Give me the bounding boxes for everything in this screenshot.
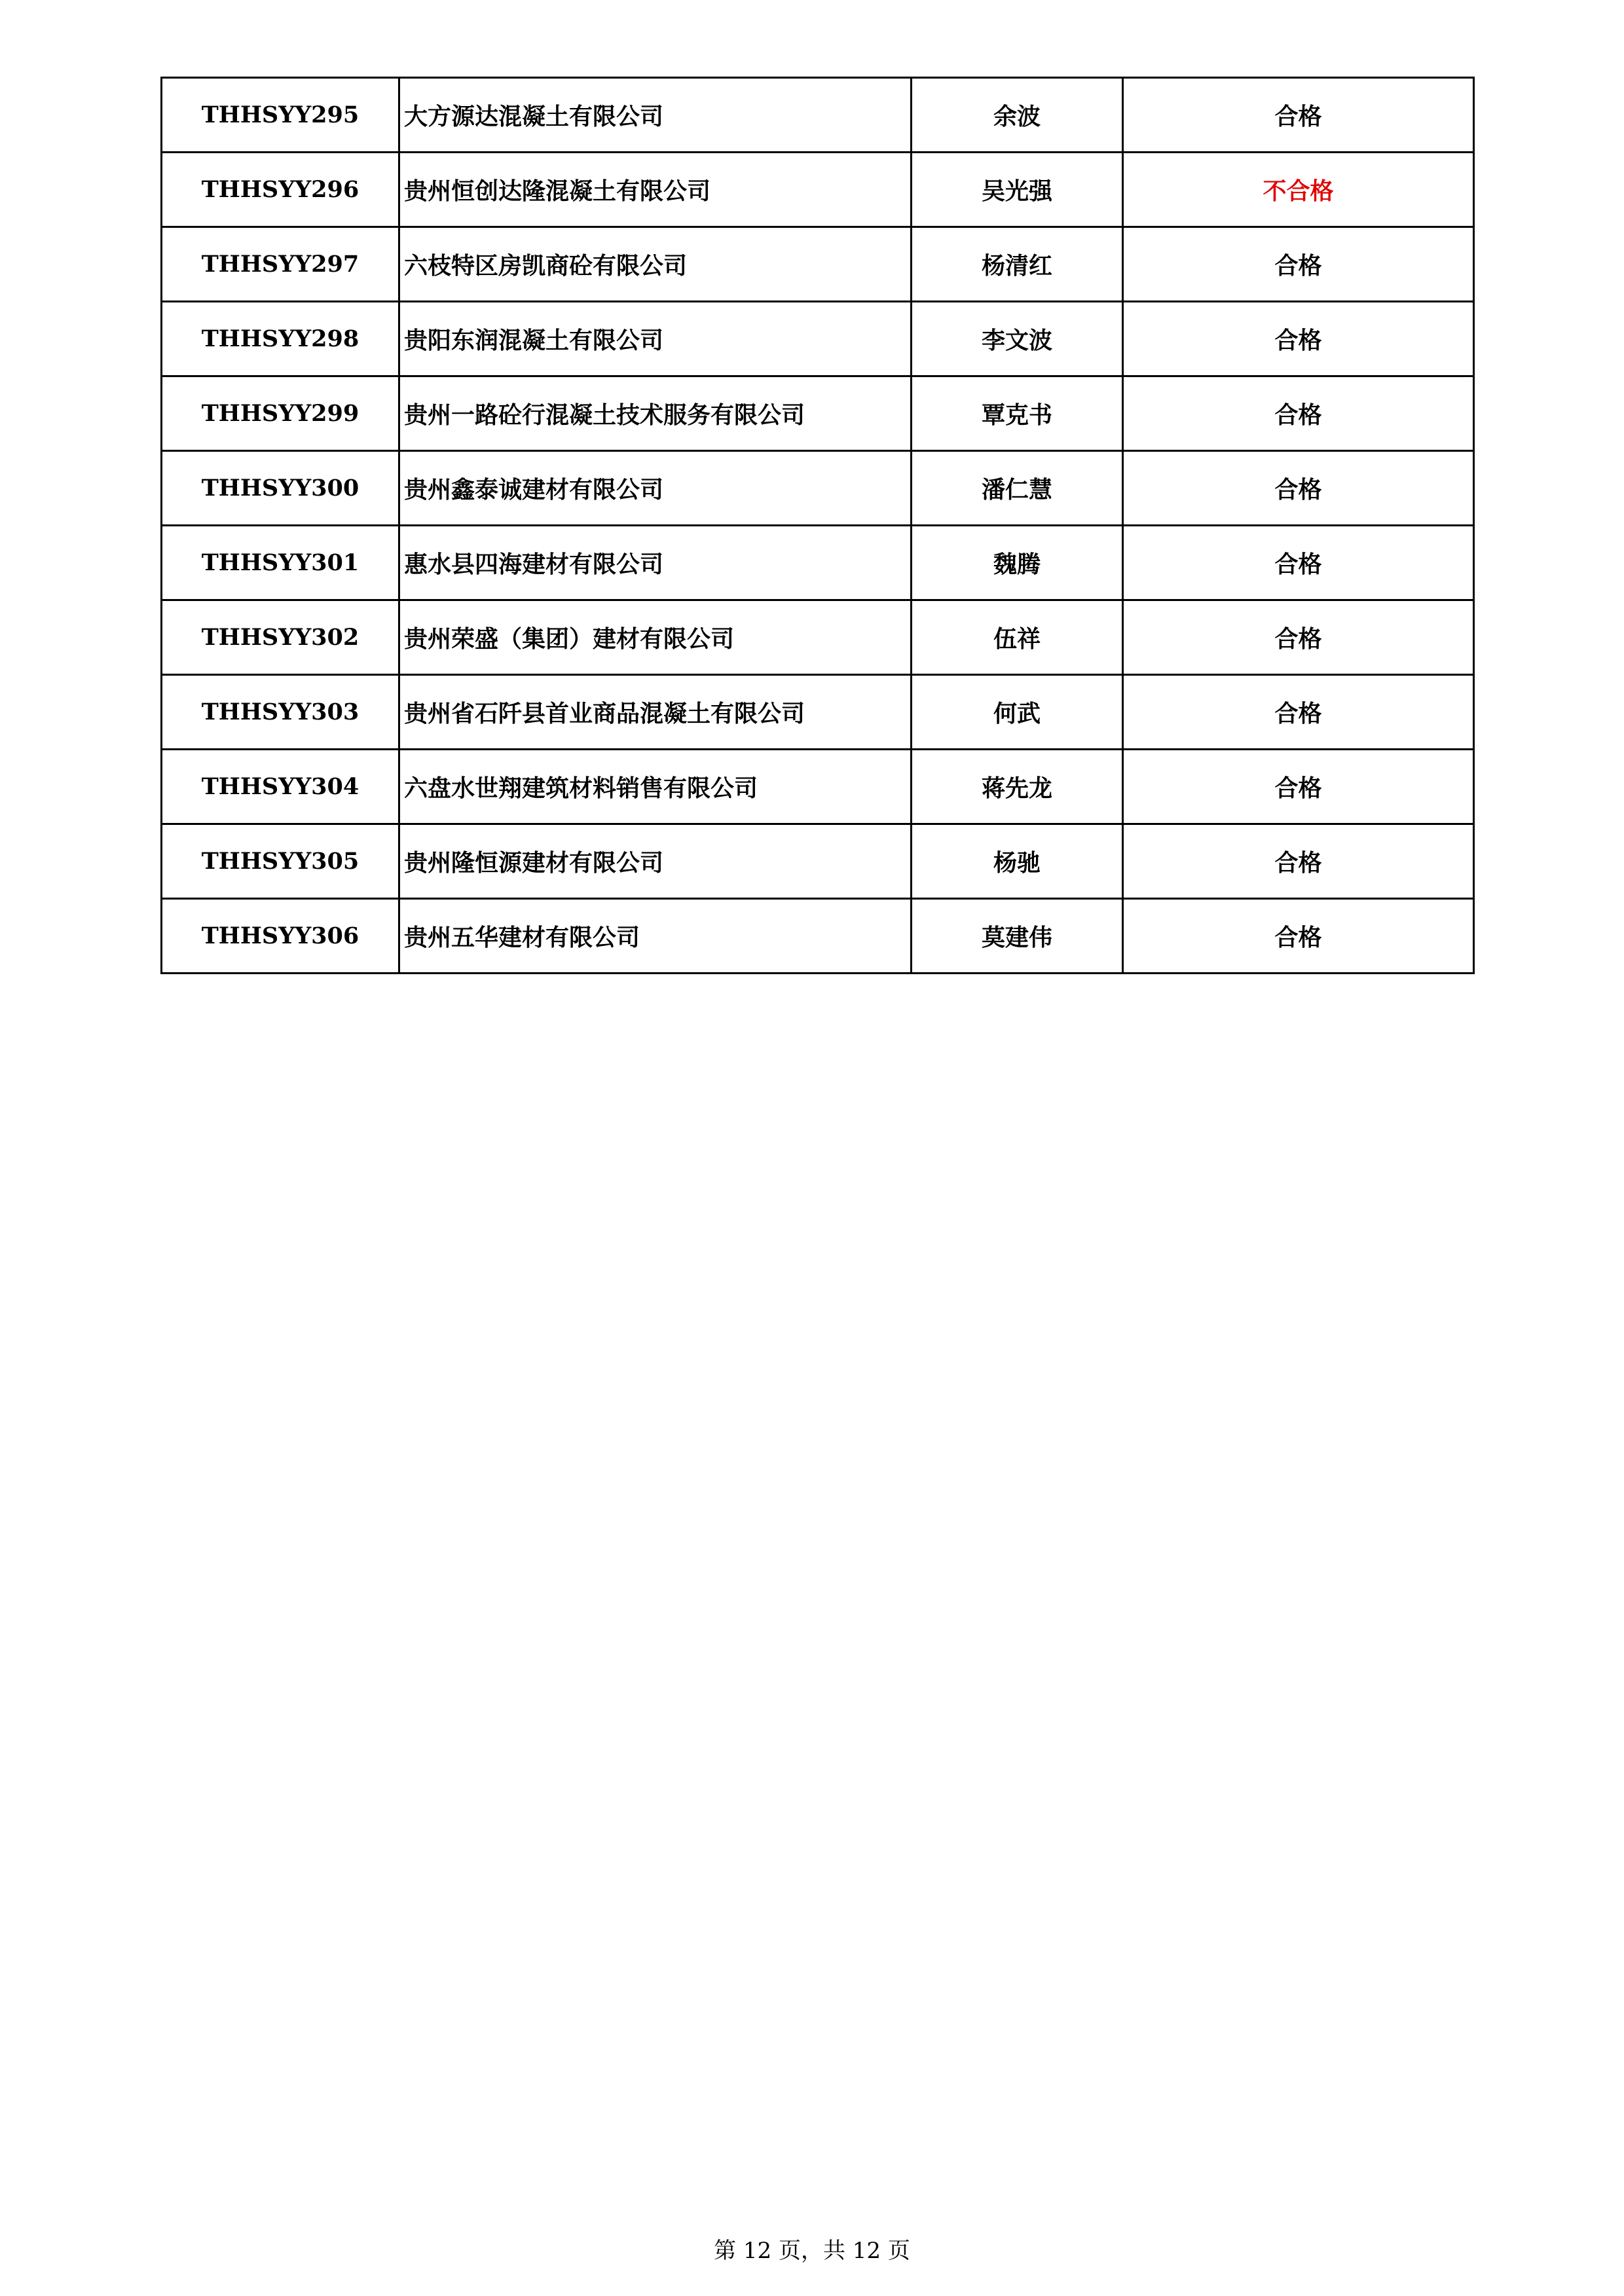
table-row [162,78,1474,153]
table-row [162,153,1474,227]
result-cell: 合格 [1123,451,1474,526]
sample-id-cell: THHSYY304 [162,750,399,824]
company-name-cell: 贵州省石阡县首业商品混凝土有限公司 [399,675,912,750]
table-row [162,451,1474,526]
sample-id-cell: THHSYY303 [162,675,399,750]
sample-id-cell: THHSYY301 [162,526,399,600]
person-name-cell: 何武 [912,675,1123,750]
table-row [162,600,1474,675]
company-name-cell: 六枝特区房凯商砼有限公司 [399,227,912,302]
person-name-cell: 蒋先龙 [912,750,1123,824]
company-name-cell: 贵阳东润混凝土有限公司 [399,302,912,376]
result-cell: 合格 [1123,824,1474,899]
result-cell: 不合格 [1123,153,1474,227]
sample-id-cell: THHSYY296 [162,153,399,227]
table-row [162,376,1474,451]
person-name-cell: 杨清红 [912,227,1123,302]
table-row [162,227,1474,302]
company-name-cell: 贵州一路砼行混凝土技术服务有限公司 [399,376,912,451]
company-name-cell: 贵州恒创达隆混凝土有限公司 [399,153,912,227]
table-row [162,526,1474,600]
person-name-cell: 余波 [912,78,1123,153]
results-table-body [162,78,1474,974]
sample-id-cell: THHSYY295 [162,78,399,153]
result-cell: 合格 [1123,78,1474,153]
result-cell: 合格 [1123,899,1474,974]
result-cell: 合格 [1123,526,1474,600]
company-name-cell: 贵州荣盛（集团）建材有限公司 [399,600,912,675]
table-row [162,899,1474,974]
company-name-cell: 惠水县四海建材有限公司 [399,526,912,600]
table-row [162,302,1474,376]
table-row [162,824,1474,899]
sample-id-cell: THHSYY299 [162,376,399,451]
result-cell: 合格 [1123,675,1474,750]
sample-id-cell: THHSYY306 [162,899,399,974]
company-name-cell: 贵州鑫泰诚建材有限公司 [399,451,912,526]
person-name-cell: 李文波 [912,302,1123,376]
table-row [162,675,1474,750]
result-cell: 合格 [1123,302,1474,376]
person-name-cell: 杨驰 [912,824,1123,899]
person-name-cell: 吴光强 [912,153,1123,227]
company-name-cell: 贵州五华建材有限公司 [399,899,912,974]
company-name-cell: 贵州隆恒源建材有限公司 [399,824,912,899]
person-name-cell: 覃克书 [912,376,1123,451]
result-cell: 合格 [1123,600,1474,675]
results-table [160,77,1475,974]
company-name-cell: 大方源达混凝土有限公司 [399,78,912,153]
person-name-cell: 潘仁慧 [912,451,1123,526]
page-footer: 第 12 页，共 12 页 [714,2238,910,2264]
person-name-cell: 伍祥 [912,600,1123,675]
sample-id-cell: THHSYY300 [162,451,399,526]
table-row [162,750,1474,824]
company-name-cell: 六盘水世翔建筑材料销售有限公司 [399,750,912,824]
result-cell: 合格 [1123,376,1474,451]
sample-id-cell: THHSYY298 [162,302,399,376]
sample-id-cell: THHSYY302 [162,600,399,675]
result-cell: 合格 [1123,750,1474,824]
person-name-cell: 莫建伟 [912,899,1123,974]
sample-id-cell: THHSYY305 [162,824,399,899]
sample-id-cell: THHSYY297 [162,227,399,302]
person-name-cell: 魏腾 [912,526,1123,600]
result-cell: 合格 [1123,227,1474,302]
